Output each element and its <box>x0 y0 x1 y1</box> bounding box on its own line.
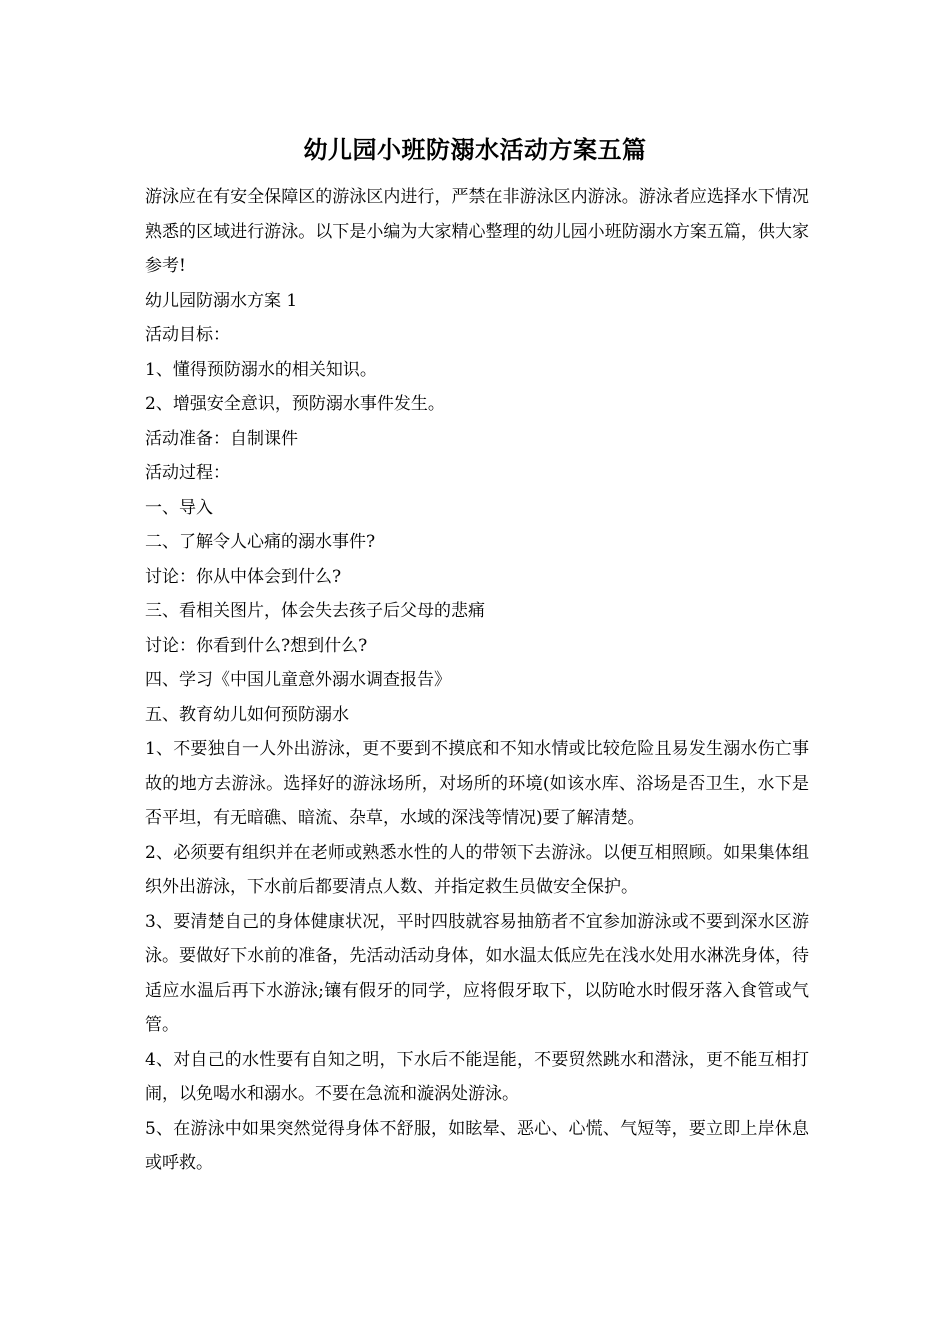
activity-preparation: 活动准备：自制课件 <box>145 428 298 449</box>
discussion-1: 讨论：你从中体会到什么? <box>145 566 342 587</box>
intro-paragraph: 游泳应在有安全保障区的游泳区内进行，严禁在非游泳区内游泳。游泳者应选择水下情况熟悉的区域进行游泳。以下是小编为大家精心整理的幼儿园小班防溺水方案五篇，供大家参考! <box>145 187 809 276</box>
activity-process-label: 活动过程： <box>145 463 230 483</box>
process-step-2: 二、了解令人心痛的溺水事件? <box>145 532 376 552</box>
safety-rule-3: 3、要清楚自己的身体健康状况，平时四肢就容易抽筋者不宜参加游泳或不要到深水区游泳。要做好下水前的准备，先活动活动身体，如水温太低应先在浅水处用水淋洗身体，待适应水温后再下水游泳;镶有假牙的同学，应将假牙取下，以防呛水时假牙落入食管或气管。 <box>145 911 809 1035</box>
document-title: 幼儿园小班防溺水活动方案五篇 <box>303 135 647 164</box>
process-step-1: 一、导入 <box>145 497 213 518</box>
safety-rule-5: 5、在游泳中如果突然觉得身体不舒服，如眩晕、恶心、心慌、气短等，要立即上岸休息或呼救。 <box>145 1118 809 1173</box>
discussion-2: 讨论：你看到什么?想到什么? <box>145 635 368 656</box>
process-step-4: 四、学习《中国儿童意外溺水调查报告》 <box>145 670 451 690</box>
activity-goals-label: 活动目标： <box>145 325 230 345</box>
safety-rule-2: 2、必须要有组织并在老师或熟悉水性的人的带领下去游泳。以便互相照顾。如果集体组织外出游泳，下水前后都要清点人数、并指定救生员做安全保护。 <box>145 842 809 897</box>
goal-item-1: 1、懂得预防溺水的相关知识。 <box>145 359 377 380</box>
goal-item-2: 2、增强安全意识，预防溺水事件发生。 <box>145 394 445 414</box>
safety-rule-4: 4、对自己的水性要有自知之明，下水后不能逞能，不要贸然跳水和潜泳，更不能互相打闹，以免喝水和溺水。不要在急流和漩涡处游泳。 <box>145 1049 809 1104</box>
document-body <box>145 180 809 1181</box>
section-heading-plan-1: 幼儿园防溺水方案 1 <box>145 290 298 311</box>
process-step-3: 三、看相关图片，体会失去孩子后父母的悲痛 <box>145 601 485 621</box>
process-step-5: 五、教育幼儿如何预防溺水 <box>145 704 349 725</box>
safety-rule-1: 1、不要独自一人外出游泳，更不要到不摸底和不知水情或比较危险且易发生溺水伤亡事故的地方去游泳。选择好的游泳场所，对场所的环境(如该水库、浴场是否卫生，水下是否平坦，有无暗礁、暗流、杂草，水域的深浅等情况)要了解清楚。 <box>145 739 809 828</box>
